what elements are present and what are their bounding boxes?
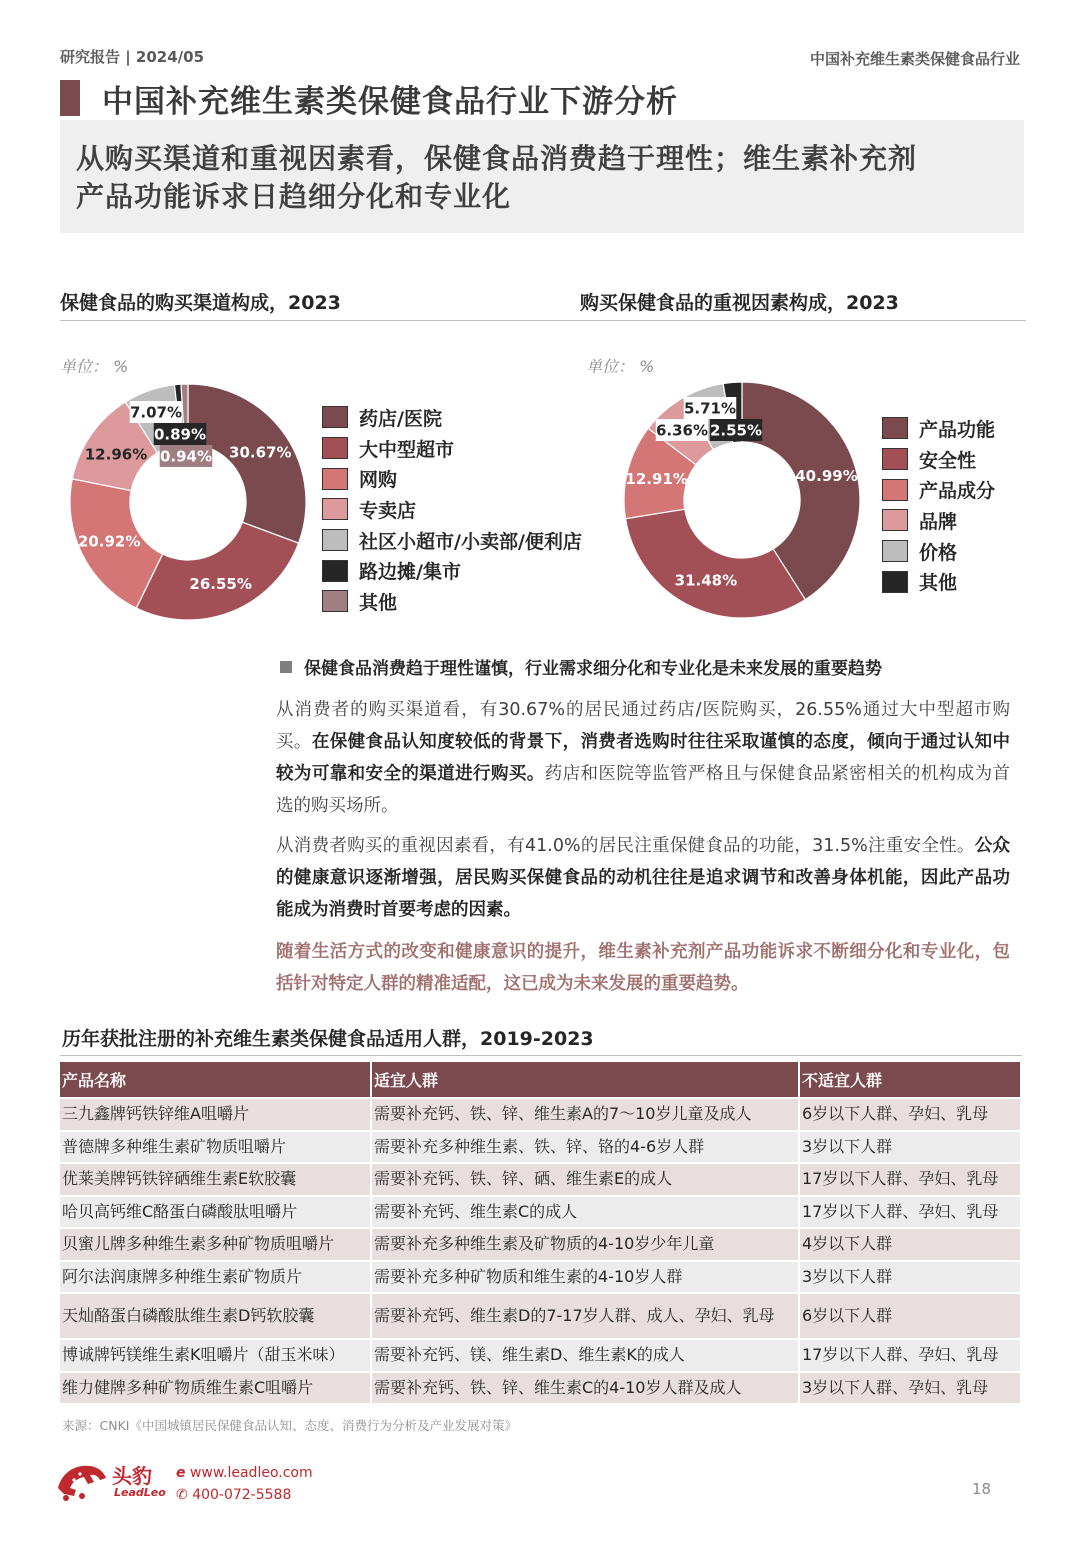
analysis-paragraph-2 (276, 830, 1010, 926)
table-row (60, 1373, 1020, 1404)
cell-unsuitable: 6岁以下人群、孕妇、乳母 (800, 1099, 1020, 1130)
subtitle-line-2: 产品功能诉求日趋细分化和专业化 (76, 180, 512, 213)
legend-label: 大中型超市 (359, 438, 455, 461)
phone-text: 400-072-5588 (192, 1487, 292, 1503)
slice-value-label (675, 572, 737, 590)
chart-2-legend (882, 413, 995, 597)
slice-value-label (710, 419, 763, 441)
legend-item (882, 566, 995, 597)
legend-item (322, 463, 582, 494)
p2-text-a: 从消费者购买的重视因素看，有41.0%的居民注重保健食品的功能，31.5%注重安全性。 (276, 836, 975, 856)
legend-label: 产品成分 (919, 480, 996, 503)
cell-product: 优莱美牌钙铁锌硒维生素E软胶囊 (60, 1164, 370, 1195)
legend-item (322, 402, 582, 433)
slice-value-label (78, 533, 140, 551)
cell-suitable: 需要补充多种维生素及矿物质的4-10岁少年儿童 (372, 1229, 798, 1260)
bullet-square-icon (280, 661, 292, 673)
svg-text:7.07%: 7.07% (129, 403, 183, 422)
cell-product: 阿尔法润康牌多种维生素矿物质片 (60, 1262, 370, 1293)
table-row (60, 1340, 1020, 1371)
table-row (60, 1164, 1020, 1195)
legend-item (322, 525, 582, 556)
legend-swatch (322, 406, 348, 428)
table-row (60, 1099, 1020, 1130)
population-table (58, 1060, 1022, 1405)
page-number: 18 (972, 1480, 992, 1498)
legend-swatch (322, 468, 348, 490)
page-title: 中国补充维生素类保健食品行业下游分析 (102, 84, 678, 120)
legend-swatch (882, 571, 908, 593)
legend-swatch (882, 448, 908, 470)
cell-unsuitable: 17岁以下人群、孕妇、乳母 (800, 1197, 1020, 1228)
legend-label: 价格 (919, 541, 958, 564)
cell-unsuitable: 4岁以下人群 (800, 1229, 1020, 1260)
slice-value-label (160, 445, 213, 467)
chart-2-title: 购买保健食品的重视因素构成，2023 (580, 292, 899, 314)
svg-text:26.55%: 26.55% (189, 575, 252, 594)
table-row (60, 1294, 1020, 1338)
header-product: 产品名称 (60, 1062, 370, 1097)
slice-value-label (85, 446, 147, 464)
chart-1-legend (322, 402, 582, 617)
website-text: www.leadleo.com (189, 1465, 313, 1481)
legend-label: 专卖店 (359, 499, 417, 522)
legend-item (322, 494, 582, 525)
subtitle-line-1: 从购买渠道和重视因素看，保健食品消费趋于理性；维生素补充剂 (76, 142, 918, 175)
legend-item (322, 555, 582, 586)
legend-swatch (322, 560, 348, 582)
svg-text:31.48%: 31.48% (674, 571, 738, 590)
cell-suitable: 需要补充多种矿物质和维生素的4-10岁人群 (372, 1262, 798, 1293)
legend-swatch (882, 479, 908, 501)
cell-suitable: 需要补充钙、铁、锌、维生素C的4-10岁人群及成人 (372, 1373, 798, 1404)
cell-product: 维力健牌多种矿物质维生素C咀嚼片 (60, 1373, 370, 1404)
chart-1-title: 保健食品的购买渠道构成，2023 (60, 292, 341, 314)
svg-text:30.67%: 30.67% (229, 443, 292, 462)
slice-value-label (684, 397, 737, 419)
brand-name-cn: 头豹 (112, 1464, 152, 1488)
svg-text:0.94%: 0.94% (159, 447, 213, 466)
svg-text:0.89%: 0.89% (153, 425, 207, 444)
table-title: 历年获批注册的补充维生素类保健食品适用人群，2019-2023 (62, 1028, 594, 1050)
cell-suitable: 需要补充多种维生素、铁、锌、铬的4-6岁人群 (372, 1132, 798, 1163)
svg-text:20.92%: 20.92% (77, 532, 141, 551)
svg-text:5.71%: 5.71% (683, 399, 737, 418)
p1-text-b: 在保健食品认知度较低的背景下，消费者选购时往往采取谨慎的态度，倾向于通过认知中较为可靠和安全的渠道进行购买。 (276, 732, 1011, 784)
cell-unsuitable: 3岁以下人群 (800, 1262, 1020, 1293)
table-header-row (60, 1062, 1020, 1097)
table-row (60, 1229, 1020, 1260)
p2-text-b: 公众的健康意识逐渐增强，居民购买保健食品的动机往往是追求调节和改善身体机能，因此产品功能成为消费时首要考虑的因素。 (276, 836, 1011, 920)
table-row (60, 1262, 1020, 1293)
cell-suitable: 需要补充钙、铁、锌、维生素A的7～10岁儿童及成人 (372, 1099, 798, 1130)
legend-label: 路边摊/集市 (359, 561, 461, 584)
report-meta: 研究报告 | 2024/05 (60, 48, 205, 66)
svg-text:6.36%: 6.36% (655, 421, 709, 440)
legend-swatch (882, 417, 908, 439)
table-row (60, 1132, 1020, 1163)
report-industry: 中国补充维生素类保健食品行业 (809, 50, 1020, 68)
cell-unsuitable: 6岁以下人群 (800, 1294, 1020, 1338)
legend-item (882, 505, 995, 536)
legend-label: 其他 (359, 591, 398, 614)
legend-swatch (322, 590, 348, 612)
cell-suitable: 需要补充钙、铁、锌、硒、维生素E的成人 (372, 1164, 798, 1195)
cell-product: 哈贝高钙维C酪蛋白磷酸肽咀嚼片 (60, 1197, 370, 1228)
cell-product: 贝蜜儿牌多种维生素多种矿物质咀嚼片 (60, 1229, 370, 1260)
table-title-rule (60, 1055, 1022, 1056)
legend-label: 其他 (919, 572, 958, 595)
cell-product: 三九鑫牌钙铁锌维A咀嚼片 (60, 1099, 370, 1130)
slice-value-label (229, 443, 291, 461)
legend-swatch (322, 529, 348, 551)
legend-label: 产品功能 (919, 418, 996, 441)
legend-label: 社区小超市/小卖部/便利店 (359, 530, 582, 553)
cell-suitable: 需要补充钙、镁、维生素D、维生素K的成人 (372, 1340, 798, 1371)
legend-item (882, 444, 995, 475)
chart-2-unit: 单位： % (586, 357, 655, 376)
legend-swatch (882, 540, 908, 562)
cell-product: 博诚牌钙镁维生素K咀嚼片（甜玉米味） (60, 1340, 370, 1371)
p1-text-c: 药店和医院等监管严格且与保健食品紧密相关的机构成为首选的购买场所。 (276, 764, 1010, 816)
legend-swatch (882, 509, 908, 531)
analysis-paragraph-3: 随着生活方式的改变和健康意识的提升，维生素补充剂产品功能诉求不断细分化和专业化，包括针对特定人群的精准适配，这已成为未来发展的重要趋势。 (276, 942, 1010, 994)
table-row (60, 1197, 1020, 1228)
brand-name-en: LeadLeo (114, 1486, 166, 1499)
slice-value-label (795, 467, 857, 485)
analysis-paragraph-1 (276, 694, 1010, 822)
donut-slice (625, 509, 805, 618)
e-icon: e (176, 1465, 186, 1481)
legend-item (882, 474, 995, 505)
factor-donut-chart (624, 382, 860, 618)
cell-unsuitable: 3岁以下人群 (800, 1132, 1020, 1163)
cell-unsuitable: 3岁以下人群、孕妇、乳母 (800, 1373, 1020, 1404)
phone-icon: ✆ (176, 1487, 188, 1503)
legend-label: 药店/医院 (359, 407, 442, 430)
legend-item (882, 413, 995, 444)
chart-1-unit: 单位： % (60, 357, 129, 376)
slice-value-label (189, 575, 251, 593)
subtitle-box (60, 120, 1024, 233)
leopard-logo-icon (54, 1458, 108, 1502)
legend-item (322, 586, 582, 617)
header-suitable: 适宜人群 (372, 1062, 798, 1097)
phone-contact (176, 1487, 291, 1503)
svg-text:40.99%: 40.99% (795, 466, 858, 485)
website-link[interactable] (176, 1465, 313, 1481)
legend-label: 安全性 (919, 449, 977, 472)
analysis-heading (276, 654, 1010, 679)
legend-item (322, 433, 582, 464)
slice-value-label (656, 419, 709, 441)
cell-unsuitable: 17岁以下人群、孕妇、乳母 (800, 1340, 1020, 1371)
channel-donut-chart (70, 384, 306, 620)
legend-swatch (322, 437, 348, 459)
slice-value-label (625, 470, 687, 488)
cell-unsuitable: 17岁以下人群、孕妇、乳母 (800, 1164, 1020, 1195)
svg-text:2.55%: 2.55% (709, 421, 763, 440)
svg-text:12.91%: 12.91% (625, 470, 688, 489)
legend-label: 品牌 (919, 510, 958, 533)
cell-suitable: 需要补充钙、维生素C的成人 (372, 1197, 798, 1228)
cell-product: 天灿酪蛋白磷酸肽维生素D钙软胶囊 (60, 1294, 370, 1338)
slice-value-label (130, 401, 183, 423)
cell-product: 普德牌多种维生素矿物质咀嚼片 (60, 1132, 370, 1163)
header-unsuitable: 不适宜人群 (800, 1062, 1020, 1097)
analysis-heading-text: 保健食品消费趋于理性谨慎，行业需求细分化和专业化是未来发展的重要趋势 (304, 659, 882, 679)
donut-slice (136, 522, 298, 620)
slice-value-label (154, 423, 207, 445)
svg-text:12.96%: 12.96% (84, 445, 148, 464)
title-accent-bar (60, 80, 80, 116)
legend-item (882, 536, 995, 567)
legend-label: 网购 (359, 469, 398, 492)
chart-title-rule (60, 320, 1026, 321)
source-note: 来源：CNKI《中国城镇居民保健食品认知、态度、消费行为分析及产业发展对策》 (62, 1418, 517, 1433)
p1-text-a: 从消费者的购买渠道看，有30.67%的居民通过药店/医院购买，26.55%通过大中型超市购买。 (276, 700, 1010, 752)
cell-suitable: 需要补充钙、维生素D的7-17岁人群、成人、孕妇、乳母 (372, 1294, 798, 1338)
legend-swatch (322, 498, 348, 520)
